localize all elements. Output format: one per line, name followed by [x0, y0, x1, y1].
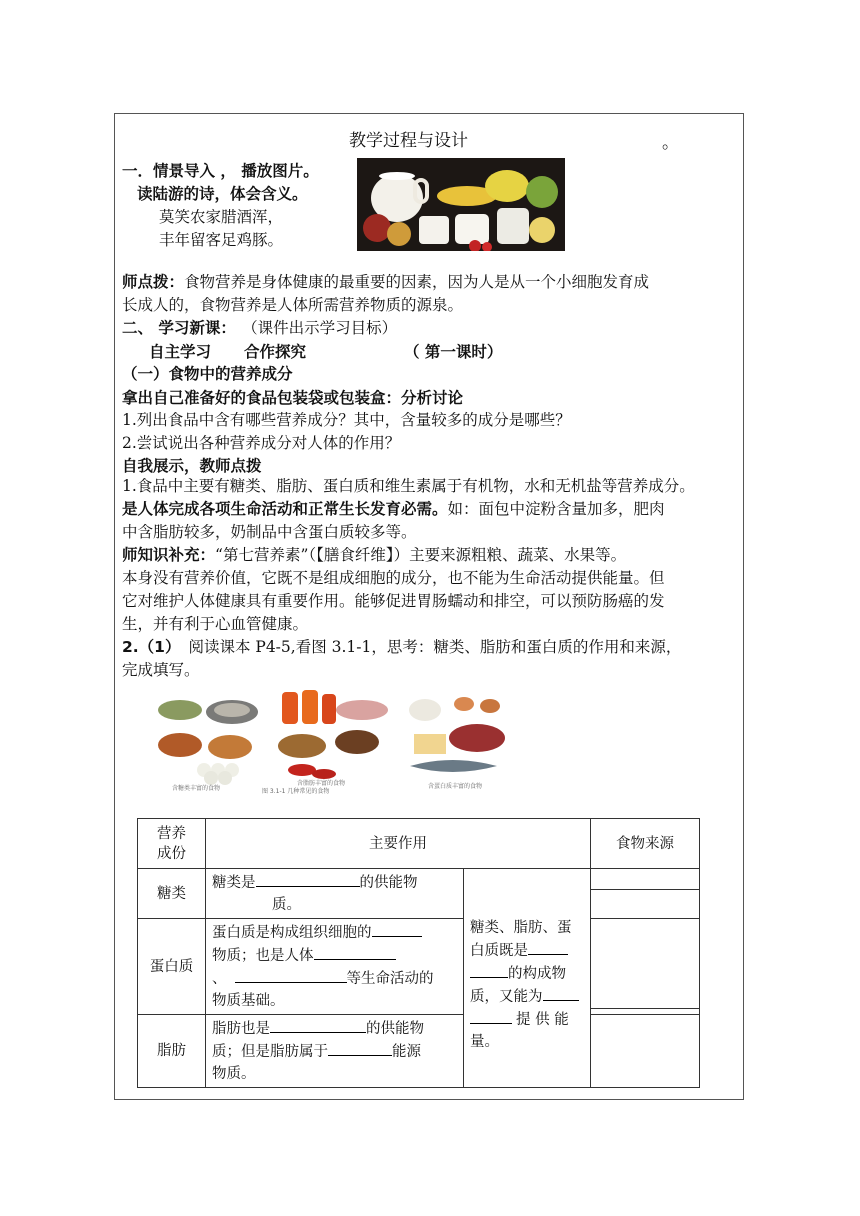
caption-carbs: 含糖类丰富的食物	[172, 785, 221, 792]
shared-line: 提 供 能	[470, 1008, 584, 1031]
role-line: 物质基础。	[212, 993, 285, 1009]
shared-line: 质，又能为	[470, 985, 584, 1008]
header-source: 食物来源	[591, 819, 700, 869]
nutrient-name: 蛋白质	[138, 919, 206, 1015]
food-figure	[152, 690, 522, 795]
nutrient-name: 糖类	[138, 869, 206, 919]
supplement-line-4: 生，并有利于心血管健康。	[122, 615, 309, 633]
answer-blank[interactable]	[470, 962, 508, 978]
answer-blank[interactable]	[328, 1040, 392, 1056]
mode-self-study: 自主学习	[149, 343, 212, 361]
table-row	[138, 919, 700, 1015]
question-3-line-1	[122, 636, 738, 659]
answer-line-3: 中含脂肪较多，奶制品中含蛋白质较多等。	[122, 523, 417, 541]
answer-blank[interactable]	[543, 985, 579, 1001]
lesson-heading: 二、 学习新课：	[122, 319, 236, 337]
table-row	[138, 869, 700, 919]
caption-protein: 含蛋白质丰富的食物	[428, 783, 483, 790]
shared-line: 白质既是	[470, 939, 584, 962]
caption-fats: 含脂肪丰富的食物	[297, 780, 346, 787]
answer-example: 如：面包中淀粉含量加多，肥肉	[447, 500, 665, 518]
question-3-line-2: 完成填写。	[122, 661, 200, 679]
answer-blank[interactable]	[314, 944, 396, 960]
question-2: 2.尝试说出各种营养成分对人体的作用？	[122, 434, 401, 452]
shared-line: 量。	[470, 1034, 499, 1050]
source-divider	[590, 1008, 699, 1009]
header-nutrient: 营养成份	[138, 819, 206, 869]
answer-blank[interactable]	[235, 967, 347, 983]
supplement-line-3: 它对维护人体健康具有重要作用。能够促进胃肠蠕动和排空，可以预防肠癌的发	[122, 592, 665, 610]
lesson-note: （课件出示学习目标）	[249, 319, 398, 337]
lesson-period: （ 第一课时）	[404, 343, 503, 361]
answer-blank[interactable]	[270, 1017, 366, 1033]
supplement-line-2: 本身没有营养价值，它既不是组成细胞的成分，也不能为生命活动提供能量。但	[122, 569, 665, 587]
nutrient-table	[137, 818, 700, 1088]
table-row	[138, 1015, 700, 1088]
supplement-label: 师知识补充：	[122, 546, 216, 564]
nutrient-name: 脂肪	[138, 1015, 206, 1088]
tip-line-1	[122, 271, 649, 293]
question-1: 1.列出食品中含有哪些营养成分？其中，含量较多的成分是哪些？	[122, 411, 571, 429]
role-line: 糖类是 的供能物	[212, 871, 457, 894]
source-divider	[590, 889, 699, 890]
intro-heading: 一．情景导入 ， 播放图片。	[122, 162, 319, 180]
table-header-row	[138, 819, 700, 869]
dairy-fruit-photo	[357, 158, 565, 251]
answer-blank[interactable]	[372, 921, 422, 937]
role-cell	[206, 869, 464, 919]
caption-main: 图 3.1-1 几种常见的食物	[262, 788, 330, 795]
show-heading: 自我展示，教师点拨	[122, 457, 262, 475]
question-3-number: 2.（1）	[122, 638, 181, 656]
shared-role-cell	[464, 869, 591, 1088]
role-line: 质；但是脂肪属于 能源	[212, 1040, 457, 1063]
supplement-text-1: “第七营养素”（【膳食纤维】）主要来源粗粮、蔬菜、水果等。	[215, 546, 627, 564]
role-line: 物质；也是人体	[212, 944, 457, 967]
page-title: 教学过程与设计	[349, 131, 468, 151]
answer-blank[interactable]	[470, 1008, 512, 1024]
title-dot: 。	[662, 133, 679, 153]
answer-line-2	[122, 498, 738, 521]
source-cell[interactable]	[591, 869, 700, 919]
poem-line-2: 丰年留客足鸡豚。	[159, 231, 284, 249]
mode-cooperation: 合作探究	[244, 343, 307, 361]
shared-line: 糖类、脂肪、蛋	[470, 920, 572, 936]
supplement-line-1	[122, 544, 738, 567]
answer-emphasis: 是人体完成各项生命活动和正常生长发育必需。	[122, 500, 448, 518]
role-line: 物质。	[212, 1066, 256, 1082]
header-role: 主要作用	[206, 819, 591, 869]
role-cell	[206, 1015, 464, 1088]
shared-line: 的构成物	[470, 962, 584, 985]
task-text: 拿出自己准备好的食品包装袋或包装盒：分析讨论	[122, 389, 464, 407]
tip-label: 师点拨：	[122, 273, 185, 291]
answer-blank[interactable]	[528, 939, 568, 955]
question-3-text: 阅读课本 P4-5,看图 3.1-1，思考：糖类、脂肪和蛋白质的作用和来源，	[188, 638, 682, 656]
lesson-heading-line	[122, 317, 397, 339]
section-heading: （一）食物中的营养成分	[122, 365, 293, 383]
tip-text-1: 食物营养是身体健康的最重要的因素，因为人是从一个小细胞发育成	[184, 273, 650, 291]
answer-line-1: 1.食品中主要有糖类、脂肪、蛋白质和维生素属于有机物，水和无机盐等营养成分。	[122, 477, 695, 495]
role-line: 、 等生命活动的	[212, 967, 457, 990]
role-line: 脂肪也是 的供能物	[212, 1017, 457, 1040]
answer-paragraph	[122, 475, 738, 682]
role-cell	[206, 919, 464, 1015]
source-cell[interactable]	[591, 1015, 700, 1088]
answer-blank[interactable]	[256, 871, 360, 887]
role-line: 蛋白质是构成组织细胞的	[212, 921, 457, 944]
poem-line-1: 莫笑农家腊酒浑，	[159, 208, 284, 226]
tip-line-2: 长成人的，食物营养是人体所需营养物质的源泉。	[122, 296, 464, 314]
intro-sub: 读陆游的诗，体会含义。	[137, 185, 308, 203]
role-line: 质。	[272, 897, 301, 913]
source-cell[interactable]	[591, 919, 700, 1015]
